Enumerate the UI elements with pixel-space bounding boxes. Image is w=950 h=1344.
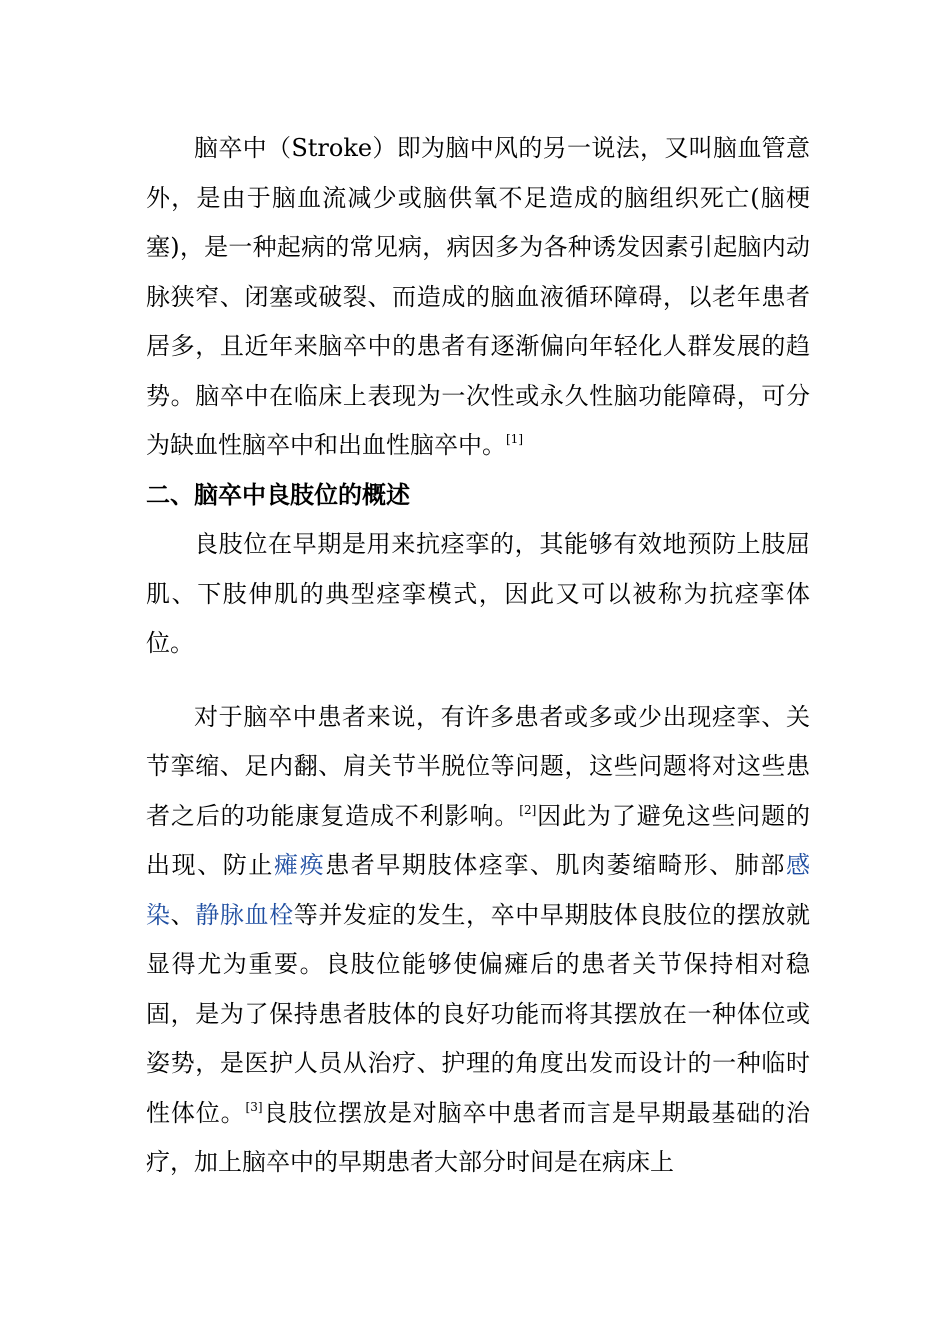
- section-heading: 二、脑卒中良肢位的概述: [146, 480, 410, 509]
- citation-3[interactable]: [3]: [245, 1099, 263, 1114]
- detail-text-6: 良肢位摆放是对脑卒中患者而言是早期最基础的治疗，加上脑卒中的早期患者大部分时间是在病床上: [146, 1098, 811, 1176]
- citation-1[interactable]: [1]: [506, 432, 523, 446]
- detail-text-3: 患者早期肢体痉挛、肌肉萎缩畸形、肺部: [325, 851, 787, 879]
- overview-paragraph: 良肢位在早期是用来抗痉挛的，其能够有效地预防上肢屈肌、下肢伸肌的典型痉挛模式，因此又可以被称为抗痉挛体位。: [146, 530, 810, 657]
- detail-text-5: 等并发症的发生，卒中早期肢体良肢位的摆放就显得尤为重要。良肢位能够使偏瘫后的患者关节保持相对稳固，是为了保持患者肢体的良好功能而将其摆放在一种体位或姿势，是医护人员从治疗、护理的角度出发而设计的一种临时性体位。: [146, 900, 811, 1127]
- detail-text-4: 、: [170, 900, 196, 929]
- document-page: [146, 124, 810, 1188]
- link-infection[interactable]: 感染: [146, 851, 811, 929]
- detail-text-2: 因此为了避免这些问题的出现、防止: [146, 801, 811, 879]
- intro-text: 脑卒中（Stroke）即为脑中风的另一说法，又叫脑血管意外，是由于脑血流减少或脑供氧不足造成的脑组织死亡(脑梗塞)，是一种起病的常见病，病因多为各种诱发因素引起脑内动脉狭窄、闭塞或破裂、而造成的脑血液循环障碍，以老年患者居多，且近年来脑卒中的患者有逐渐偏向年轻化人群发展的趋势。脑卒中在临床上表现为一次性或永久性脑功能障碍，可分为缺血性脑卒中和出血性脑卒中。: [146, 134, 810, 459]
- intro-paragraph: [146, 124, 810, 471]
- link-paralysis[interactable]: 瘫痪: [274, 851, 326, 879]
- detail-text-1: 对于脑卒中患者来说，有许多患者或多或少出现痉挛、关节挛缩、足内翻、肩关节半脱位等问题，这些问题将对这些患者之后的功能康复造成不利影响。: [146, 702, 810, 830]
- citation-2[interactable]: [2]: [519, 802, 537, 817]
- paragraph-spacer: [146, 669, 810, 693]
- detail-paragraph: [146, 693, 810, 1188]
- link-venous-thrombosis[interactable]: 静脉血栓: [195, 900, 294, 929]
